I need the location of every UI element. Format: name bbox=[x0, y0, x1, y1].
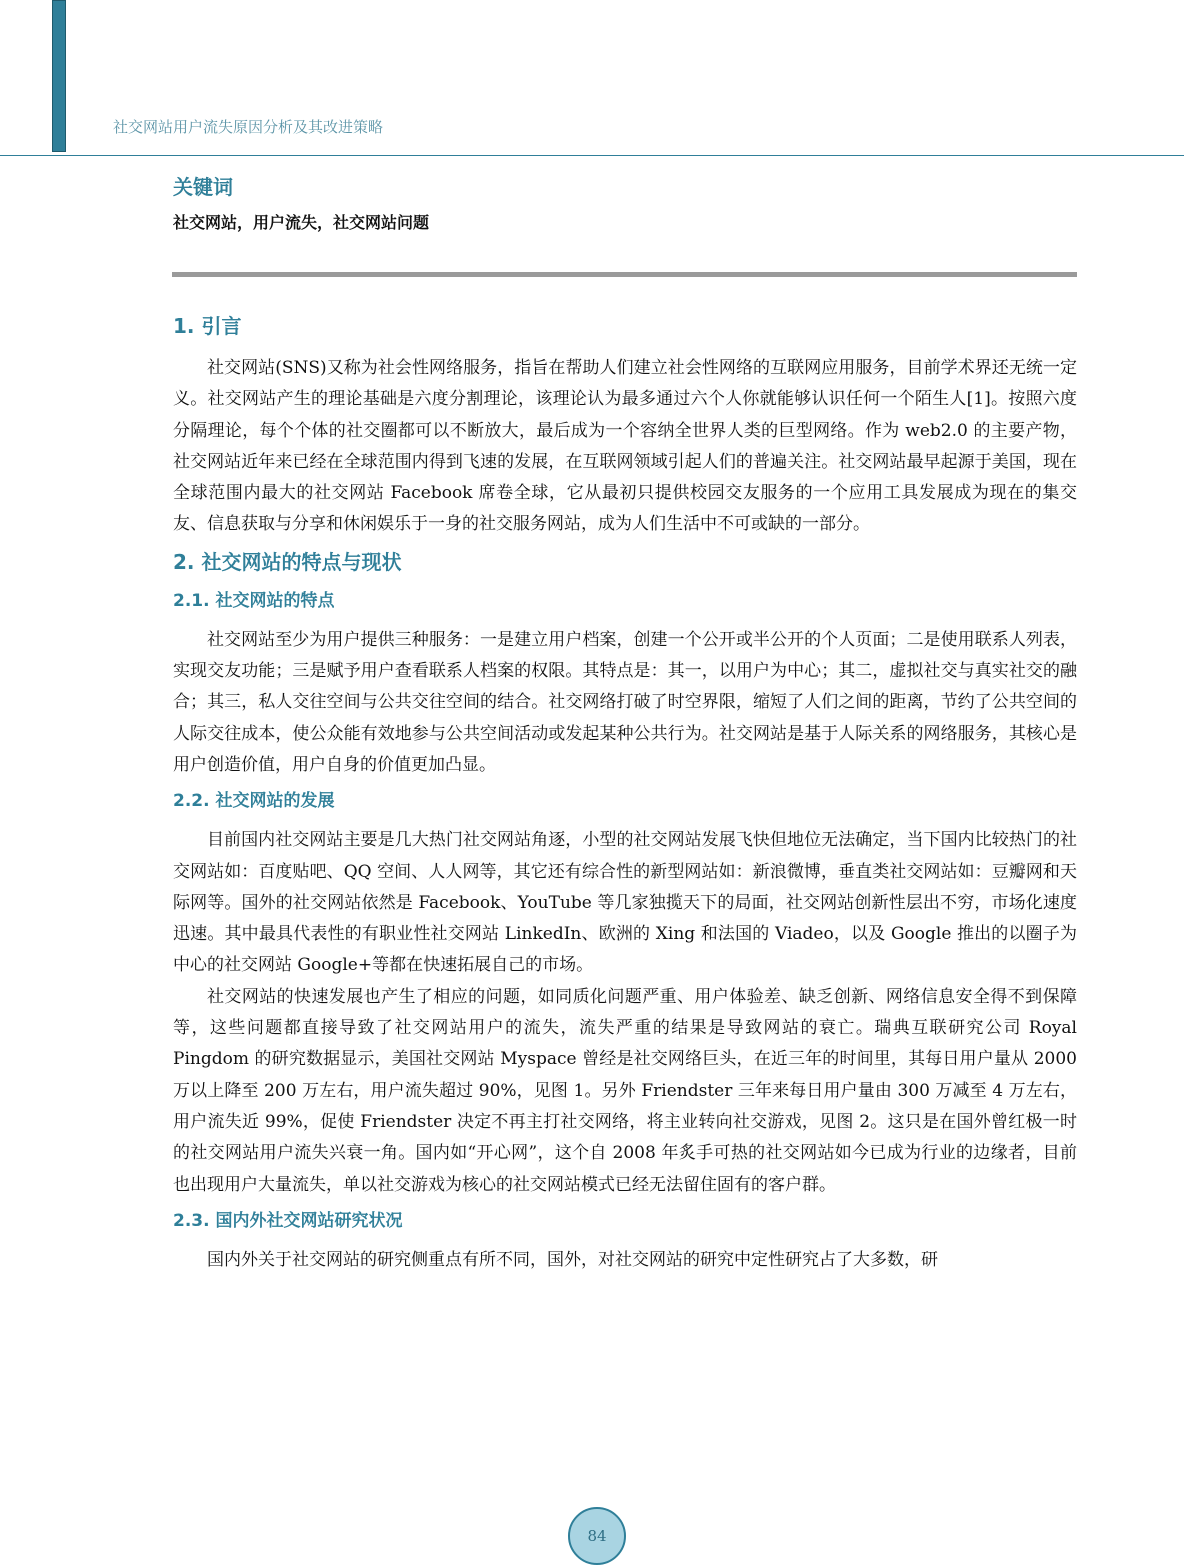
header-divider bbox=[0, 155, 1184, 156]
section-2-3-paragraph: 国内外关于社交网站的研究侧重点有所不同，国外，对社交网站的研究中定性研究占了大多数，研 bbox=[207, 1249, 938, 1270]
section-2-3-heading: 2.3. 国内外社交网站研究状况 bbox=[173, 1210, 403, 1231]
section-1-paragraph: 社交网站(SNS)又称为社会性网络服务，指旨在帮助人们建立社会性网络的互联网应用服务，目前学术界还无统一定义。社交网站产生的理论基础是六度分割理论，该理论认为最多通过六个人你就能够认识任何一个陌生人[1]。按照六度分隔理论，每个个体的社交圈都可以不断放大，最后成为一个容纳全世界人类的巨型网络。作为 web2.0 的主要产物，社交网站近年来已经在全球范围内得到飞速的发展，在互联网领域引起人们的普遍关注。社交网站最早起源于美国，现在全球范围内最大的社交网站 Facebook 席卷全球，它从最初只提供校园交友服务的一个应用工具发展成为现在的集交友、信息获取与分享和休闲娱乐于一身的社交服务网站，成为人们生活中不可或缺的一部分。 bbox=[173, 358, 1077, 535]
running-title: 社交网站用户流失原因分析及其改进策略 bbox=[113, 118, 384, 136]
section-2-2-paragraph-2: 社交网站的快速发展也产生了相应的问题，如同质化问题严重、用户体验差、缺乏创新、网络信息安全得不到保障等，这些问题都直接导致了社交网站用户的流失，流失严重的结果是导致网站的衰亡。瑞典互联研究公司 Royal Pingdom 的研究数据显示，美国社交网站 Myspace 曾经是社交网络巨头，在近三年的时间里，其每日用户量从 2000 万以上降至 200 万左右，用户流失超过 90%，见图 1。另外 Friendster 三年来每日用户量由 300 万减至 4 万左右，用户流失近 99%，促使 Friendster 决定不再主打社交网络，将主业转向社交游戏，见图 2。这只是在国外曾红极一时的社交网站用户流失兴衰一角。国内如“开心网”，这个自 2008 年炙手可热的社交网站如今已成为行业的边缘者，目前也出现用户大量流失，单以社交游戏为核心的社交网站模式已经无法留住固有的客户群。 bbox=[173, 986, 1077, 1195]
keywords-heading: 关键词 bbox=[173, 175, 233, 199]
header-accent-bar bbox=[52, 0, 66, 152]
page-number-badge: 84 bbox=[568, 1507, 626, 1565]
section-divider bbox=[172, 272, 1077, 277]
keywords-text: 社交网站，用户流失，社交网站问题 bbox=[173, 213, 430, 232]
article-body bbox=[173, 172, 1077, 1284]
section-2-heading: 2. 社交网站的特点与现状 bbox=[173, 549, 402, 574]
section-2-2-paragraph-1: 目前国内社交网站主要是几大热门社交网站角逐，小型的社交网站发展飞快但地位无法确定，当下国内比较热门的社交网站如：百度贴吧、QQ 空间、人人网等，其它还有综合性的新型网站如：新浪微博，垂直类社交网站如：豆瓣网和天际网等。国外的社交网站依然是 Facebook、YouTube 等几家独揽天下的局面，社交网站创新性层出不穷，市场化速度迅速。其中最具代表性的有职业性社交网站 LinkedIn、欧洲的 Xing 和法国的 Viadeo，以及 Google 推出的以圈子为中心的社交网站 Google+等都在快速拓展自己的市场。 bbox=[173, 830, 1077, 976]
section-2-2-heading: 2.2. 社交网站的发展 bbox=[173, 791, 335, 812]
section-2-1-paragraph: 社交网站至少为用户提供三种服务：一是建立用户档案，创建一个公开或半公开的个人页面；二是使用联系人列表，实现交友功能；三是赋予用户查看联系人档案的权限。其特点是：其一，以用户为中心；其二，虚拟社交与真实社交的融合；其三，私人交往空间与公共交往空间的结合。社交网络打破了时空界限，缩短了人们之间的距离，节约了公共空间的人际交往成本，使公众能有效地参与公共空间活动或发起某种公共行为。社交网站是基于人际关系的网络服务，其核心是用户创造价值，用户自身的价值更加凸显。 bbox=[173, 629, 1077, 775]
section-2-1-heading: 2.1. 社交网站的特点 bbox=[173, 590, 335, 611]
section-1-heading: 1. 引言 bbox=[173, 314, 242, 338]
